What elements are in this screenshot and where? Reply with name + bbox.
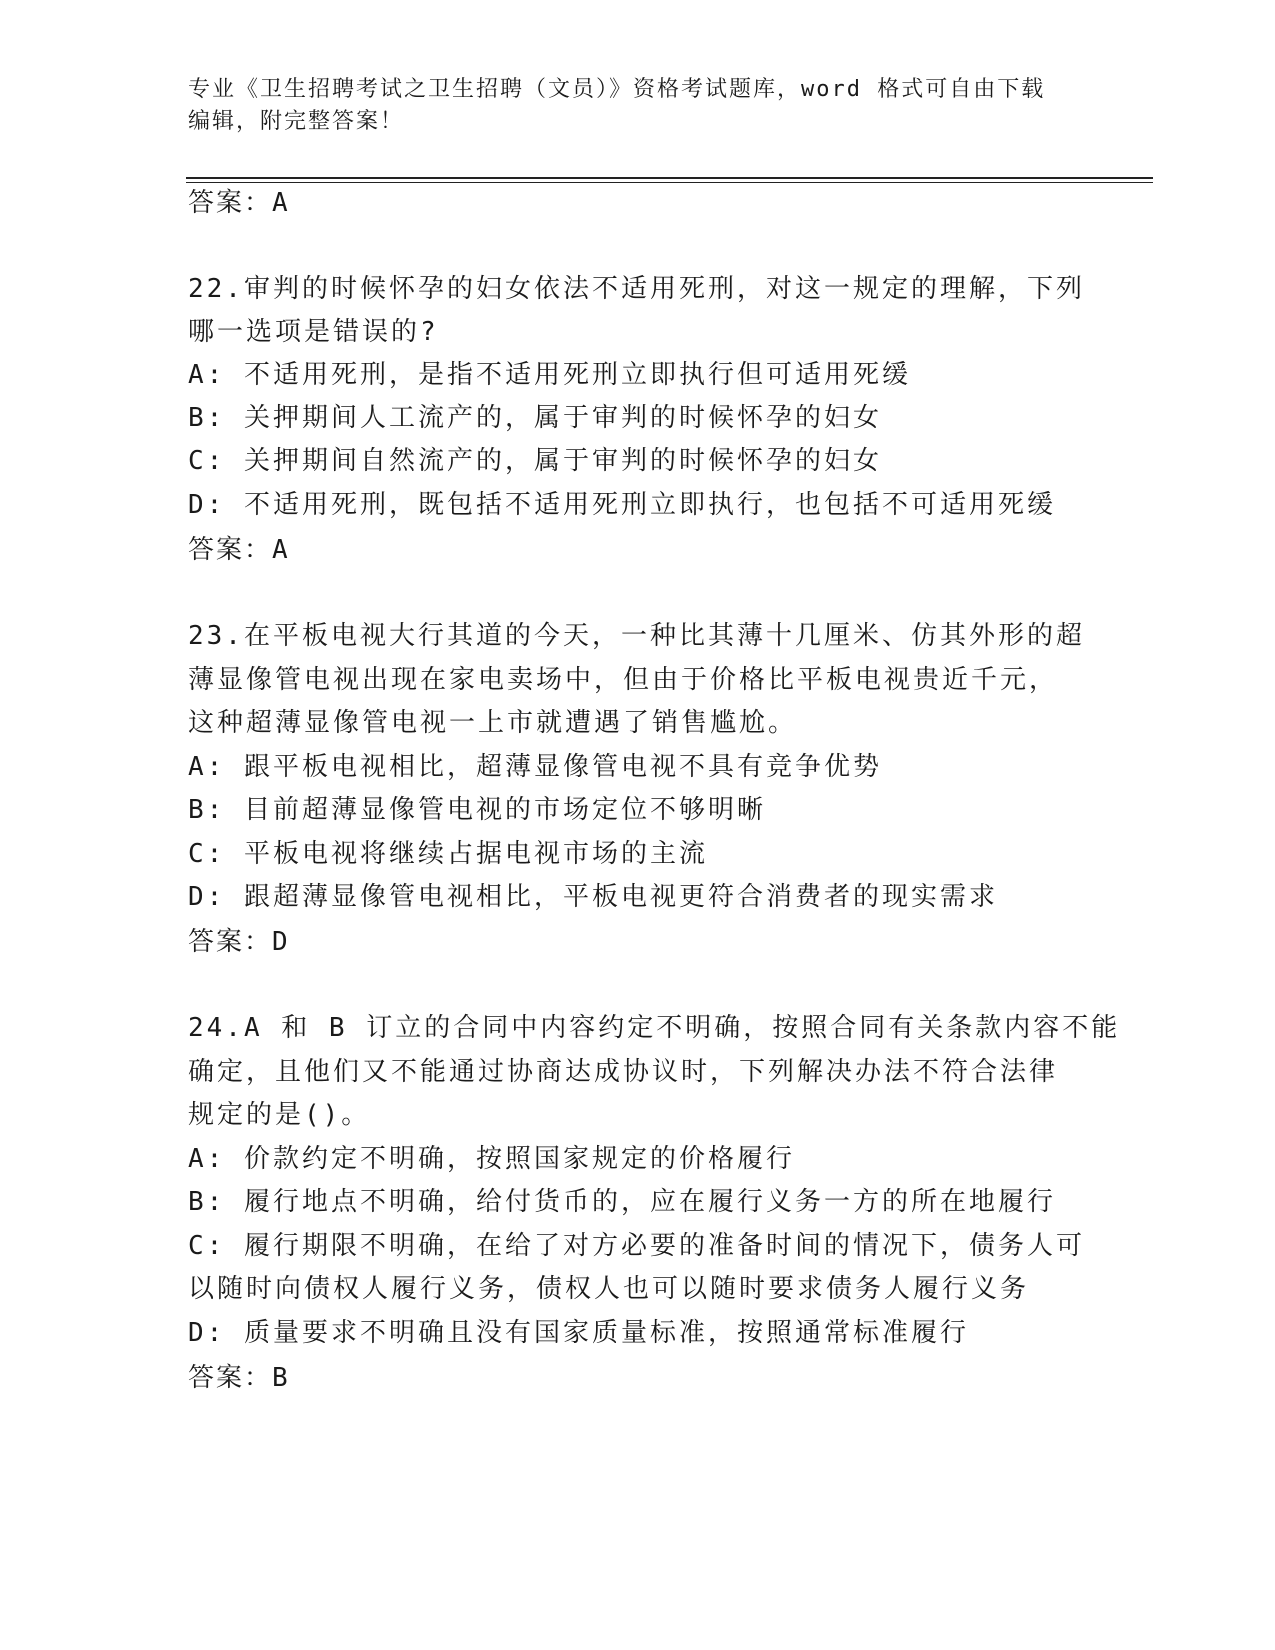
header-rule-thin [186,182,1153,183]
question-24-stem-line-2: 确定，且他们又不能通过协商达成协议时，下列解决办法不符合法律 [188,1057,1059,1087]
question-22-option-c: C: 关押期间自然流产的，属于审判的时候怀孕的妇女 [188,446,882,476]
question-24-option-c-line-2: 以随时向债权人履行义务，债权人也可以随时要求债务人履行义务 [188,1274,1030,1304]
page-header [188,74,1088,138]
question-24-option-b: B: 履行地点不明确，给付货币的，应在履行义务一方的所在地履行 [188,1187,1056,1217]
question-24-option-d: D: 质量要求不明确且没有国家质量标准，按照通常标准履行 [188,1318,969,1348]
question-24-stem-line-1: 24.A 和 B 订立的合同中内容约定不明确，按照合同有关条款内容不能 [188,1013,1121,1043]
previous-answer: 答案：A [188,188,290,218]
question-23-stem-line-3: 这种超薄显像管电视一上市就遭遇了销售尴尬。 [188,708,798,738]
question-24-option-a: A: 价款约定不明确，按照国家规定的价格履行 [188,1144,795,1174]
question-22-answer: 答案：A [188,535,290,565]
question-22-option-d: D: 不适用死刑，既包括不适用死刑立即执行，也包括不可适用死缓 [188,490,1056,520]
question-23-stem-line-2: 薄显像管电视出现在家电卖场中，但由于价格比平板电视贵近千元， [188,665,1059,695]
question-24-option-c-line-1: C: 履行期限不明确，在给了对方必要的准备时间的情况下，债务人可 [188,1231,1085,1261]
header-line-2: 编辑，附完整答案！ [188,109,405,134]
question-23-option-c: C: 平板电视将继续占据电视市场的主流 [188,839,708,869]
question-23-answer: 答案：D [188,927,290,957]
question-24-stem-line-3: 规定的是()。 [188,1100,371,1130]
question-22-stem-line-2: 哪一选项是错误的? [188,317,439,347]
header-line-1: 专业《卫生招聘考试之卫生招聘（文员）》资格考试题库，word 格式可自由下载 [188,77,1046,102]
question-23-option-a: A: 跟平板电视相比，超薄显像管电视不具有竞争优势 [188,752,882,782]
question-22-option-a: A: 不适用死刑，是指不适用死刑立即执行但可适用死缓 [188,360,911,390]
question-23-stem-line-1: 23.在平板电视大行其道的今天，一种比其薄十几厘米、仿其外形的超 [188,621,1085,651]
header-rule-thick [186,177,1153,179]
question-23-option-d: D: 跟超薄显像管电视相比，平板电视更符合消费者的现实需求 [188,882,998,912]
question-22-stem-line-1: 22.审判的时候怀孕的妇女依法不适用死刑，对这一规定的理解，下列 [188,274,1085,304]
question-22-option-b: B: 关押期间人工流产的，属于审判的时候怀孕的妇女 [188,403,882,433]
question-23-option-b: B: 目前超薄显像管电视的市场定位不够明晰 [188,795,766,825]
question-24-answer: 答案：B [188,1363,290,1393]
